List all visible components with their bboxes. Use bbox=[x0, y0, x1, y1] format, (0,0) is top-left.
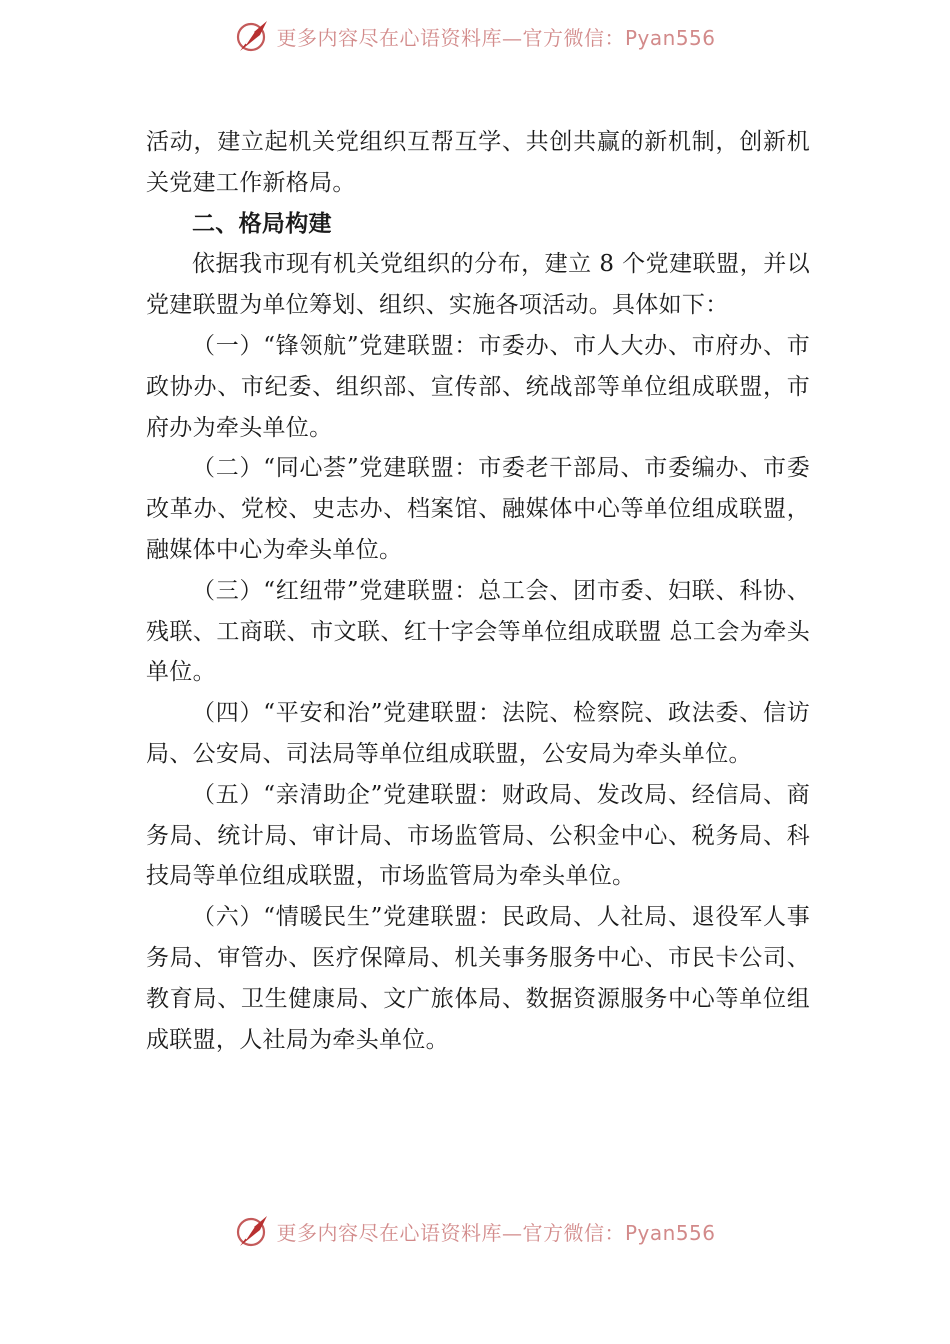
alliance-item: （四）“平安和治”党建联盟：法院、检察院、政法委、信访局、公安局、司法局等单位组成联盟，公安局为牵头单位。 bbox=[146, 700, 810, 767]
alliance-item: （三）“红纽带”党建联盟：总工会、团市委、妇联、科协、残联、工商联、市文联、红十字会等单位组成联盟 总工会为牵头单位。 bbox=[146, 577, 810, 686]
section-heading: 二、格局构建 bbox=[192, 210, 332, 237]
alliance-item: （六）“情暖民生”党建联盟：民政局、人社局、退役军人事务局、审管办、医疗保障局、机关事务服务中心、市民卡公司、教育局、卫生健康局、文广旅体局、数据资源服务中心等单位组成联盟，人社局为牵头单位。 bbox=[146, 904, 810, 1053]
header-banner bbox=[0, 14, 950, 58]
paragraph-intro: 依据我市现有机关党组织的分布，建立 8 个党建联盟，并以党建联盟为单位筹划、组织、实施各项活动。具体如下： bbox=[146, 251, 810, 319]
wechat-id: Pyan556 bbox=[624, 25, 716, 50]
alliance-item: （五）“亲清助企”党建联盟：财政局、发改局、经信局、商务局、统计局、审计局、市场监管局、公积金中心、税务局、科技局等单位组成联盟，市场监管局为牵头单位。 bbox=[146, 781, 810, 890]
banner-text: 更多内容尽在心语资料库—官方微信：Pyan556 bbox=[276, 1220, 716, 1245]
paragraph-opening: 活动，建立起机关党组织互帮互学、共创共赢的新机制，创新机关党建工作新格局。 bbox=[146, 129, 810, 196]
document-body bbox=[146, 122, 810, 1060]
wechat-id: Pyan556 bbox=[624, 1220, 716, 1245]
footer-banner bbox=[0, 1209, 950, 1253]
alliance-item: （二）“同心荟”党建联盟：市委老干部局、市委编办、市委改革办、党校、史志办、档案馆、融媒体中心等单位组成联盟，融媒体中心为牵头单位。 bbox=[146, 455, 810, 563]
quill-pen-logo-icon bbox=[234, 18, 270, 54]
quill-pen-logo-icon bbox=[234, 1213, 270, 1249]
alliance-item: （一）“锋领航”党建联盟：市委办、市人大办、市府办、市政协办、市纪委、组织部、宣传部、统战部等单位组成联盟，市府办为牵头单位。 bbox=[146, 332, 810, 441]
banner-text: 更多内容尽在心语资料库—官方微信：Pyan556 bbox=[276, 25, 716, 50]
